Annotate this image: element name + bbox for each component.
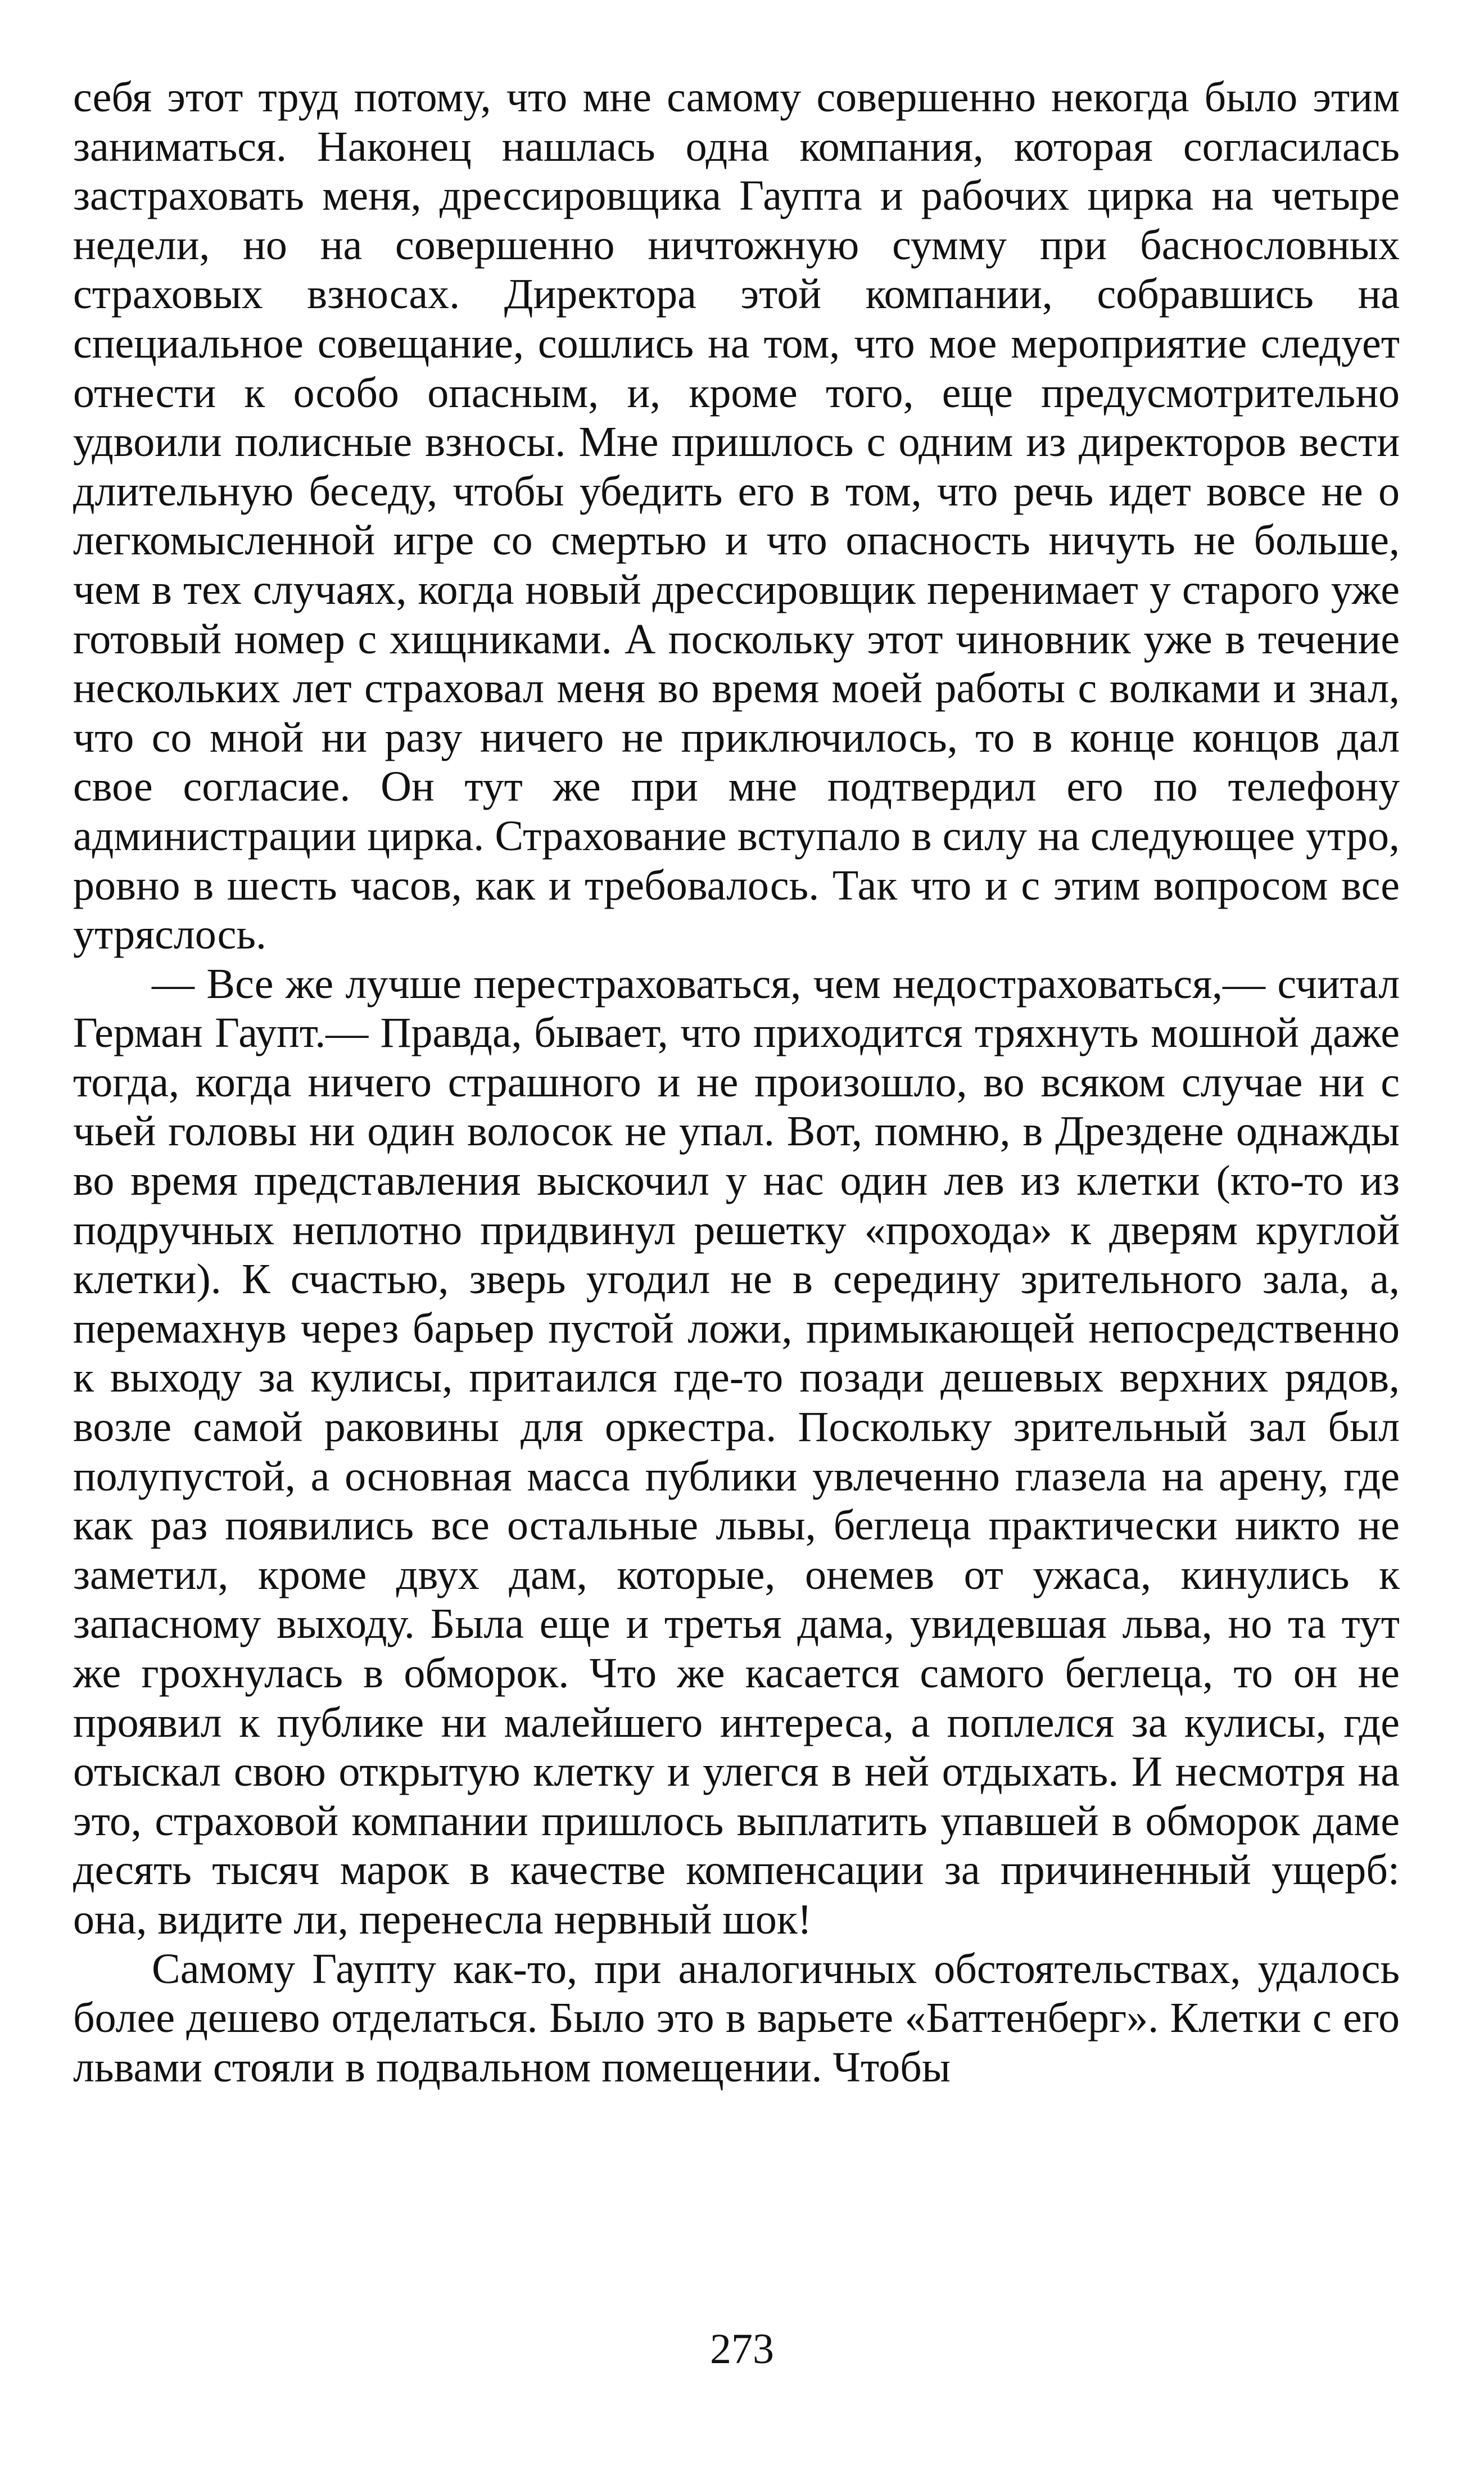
page-body bbox=[73, 73, 1400, 2092]
page-number: 273 bbox=[710, 2325, 774, 2373]
paragraph-dialogue: — Все же лучше перестраховаться, чем недостраховаться,— считал Герман Гаупт.— Правда, бывает, что приходится тряхнуть мошной даже тогда, когда ничего страшного и не произошло, во всяком случае ни с чьей головы ни один волосок не упал. Вот, помню, в Дрездене однажды во время представления выскочил у нас один лев из клетки (кто-то из подручных неплотно придвинул решетку «прохода» к дверям круглой клетки). К счастью, зверь угодил не в середину зрительного зала, а, перемахнув через барьер пустой ложи, примыкающей непосредственно к выходу за кулисы, притаился где-то позади дешевых верхних рядов, возле самой раковины для оркестра. Поскольку зрительный зал был полупустой, а основная масса публики увлеченно глазела на арену, где как раз появились все остальные львы, беглеца практически никто не заметил, кроме двух дам, которые, онемев от ужаса, кинулись к запасному выходу. Была еще и третья дама, увидевшая льва, но та тут же грохнулась в обморок. Что же касается самого беглеца, то он не проявил к публике ни малейшего интереса, а поплелся за кулисы, где отыскал свою открытую клетку и улегся в ней отдыхать. И несмотря на это, страховой компании пришлось выплатить упавшей в обморок даме десять тысяч марок в качестве компенсации за причиненный ущерб: она, видите ли, перенесла нервный шок! bbox=[73, 960, 1400, 1943]
paragraph-continued: себя этот труд потому, что мне самому совершенно некогда было этим заниматься. Наконец нашлась одна компания, которая согласилась застраховать меня, дрессировщика Гаупта и рабочих цирка на четыре недели, но на совершенно ничтожную сумму при баснословных страховых взносах. Директора этой компании, собравшись на специальное совещание, сошлись на том, что мое мероприятие следует отнести к особо опасным, и, кроме того, еще предусмотрительно удвоили полисные взносы. Мне пришлось с одним из директоров вести длительную беседу, чтобы убедить его в том, что речь идет вовсе не о легкомысленной игре со смертью и что опасность ничуть не больше, чем в тех случаях, когда новый дрессировщик перенимает у старого уже готовый номер с хищниками. А поскольку этот чиновник уже в течение нескольких лет страховал меня во время моей работы с волками и знал, что со мной ни разу ничего не приключилось, то в конце концов дал свое согласие. Он тут же при мне подтвердил его по телефону администрации цирка. Страхование вступало в силу на следующее утро, ровно в шесть часов, как и требовалось. Так что и с этим вопросом все утряслось. bbox=[73, 74, 1400, 959]
paragraph-gaupt: Самому Гаупту как-то, при аналогичных обстоятельствах, удалось более дешево отделаться. Было это в варьете «Баттенберг». Клетки с его львами стояли в подвальном помещении. Чтобы bbox=[73, 1945, 1400, 2091]
